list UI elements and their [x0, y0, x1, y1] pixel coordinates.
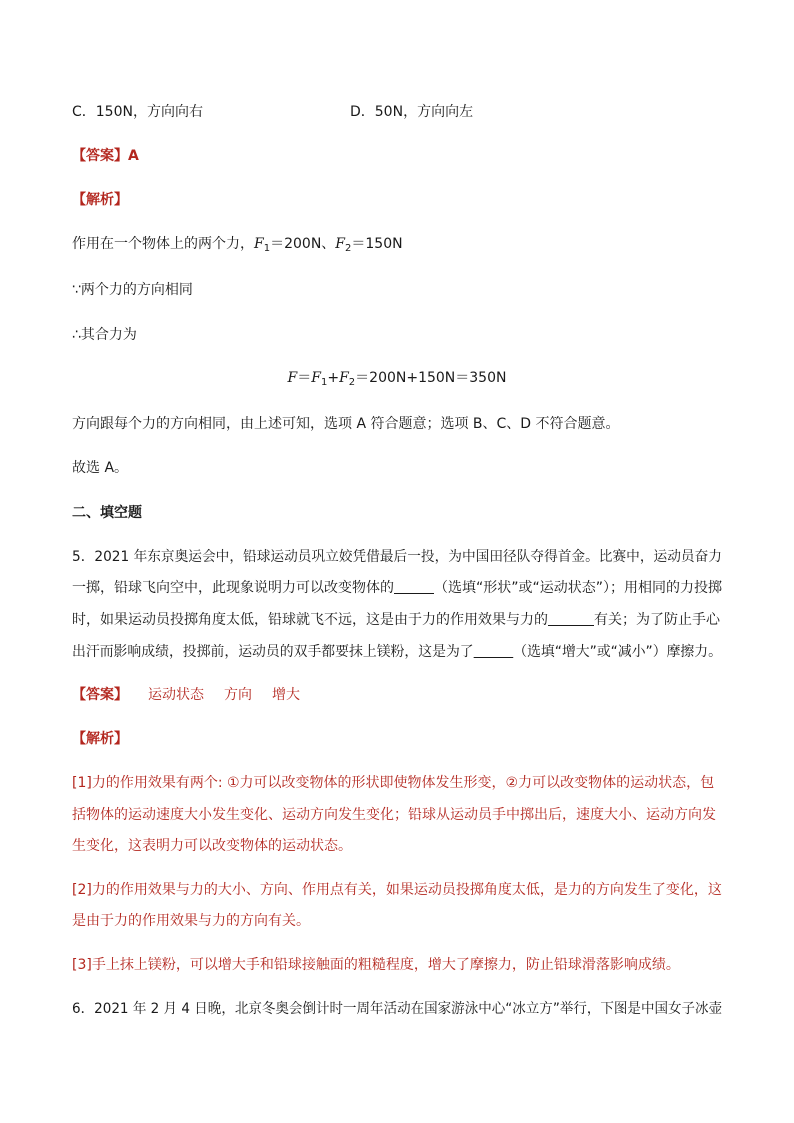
q5-answer-3: 增大: [272, 687, 300, 703]
resultant-formula: $F=F_1+F_2=200N+150N=350N$: [287, 370, 507, 388]
section-title: 二、填空题: [72, 505, 142, 521]
blank-1: [394, 579, 434, 594]
choice-line: 故选 A。: [72, 460, 129, 476]
q5-analysis-1-line-3: 生变化，这表明力可以改变物体的运动状态。: [72, 838, 352, 854]
force-text: 作用在一个物体上的两个力，: [72, 236, 254, 252]
q5-analysis-1-line-2: 括物体的运动速度大小发生变化、运动方向发生变化；铅球从运动员手中掷出后，速度大小、运动方向发: [72, 807, 716, 823]
force-line: 作用在一个物体上的两个力，$F_1=200N$、$F_2=150N$: [72, 236, 403, 254]
q5-analysis-2-line-2: 是由于力的作用效果与力的方向有关。: [72, 913, 310, 929]
force-eq1: ＝200N、: [270, 236, 336, 252]
option-c: C．150N，方向向右: [72, 104, 203, 120]
q5-answer-label: 【答案】: [72, 687, 128, 703]
answer-label: 【答案】: [72, 148, 128, 164]
q6-line-1: 6．2021 年 2 月 4 日晚，北京冬奥会倒计时一周年活动在国家游泳中心“冰立方”举行，下图是中国女子冰壶: [72, 1001, 723, 1017]
blank-3: [474, 643, 514, 658]
answer-value: A: [128, 148, 139, 164]
q5-line-1: 5．2021 年东京奥运会中，铅球运动员巩立姣凭借最后一投，为中国田径队夺得首金。比赛中，运动员奋力: [72, 549, 722, 565]
q5-analysis-label: 【解析】: [72, 731, 128, 747]
q5-line-2: 一掷，铅球飞向空中，此现象说明力可以改变物体的 （选填“形状”或“运动状态”）；用相同的力投掷: [72, 580, 723, 596]
q5-answer-line: [72, 685, 300, 705]
q5-analysis-3-line-1: [3]手上抹上镁粉，可以增大手和铅球接触面的粗糙程度，增大了摩擦力，防止铅球滑落影响成绩。: [72, 957, 680, 973]
q5-line-3: 时，如果运动员投掷角度太低，铅球就飞不远，这是由于力的作用效果与力的 有关；为了防止手心: [72, 612, 720, 628]
q5-answer-2: 方向: [224, 687, 252, 703]
therefore-line: ∴其合力为: [72, 327, 137, 343]
force-eq2: ＝150N: [351, 236, 403, 252]
because-line: ∵两个力的方向相同: [72, 282, 193, 298]
q5-analysis-1-line-1: [1]力的作用效果有两个: ①力可以改变物体的形状即使物体发生形变，②力可以改变物体的运动状态，包: [72, 775, 715, 791]
blank-2: [548, 611, 594, 626]
analysis-label: 【解析】: [72, 192, 128, 208]
option-d: D．50N，方向向左: [350, 104, 474, 120]
conclusion-line: 方向跟每个力的方向相同，由上述可知，选项 A 符合题意；选项 B、C、D 不符合题意。: [72, 416, 620, 432]
formula-rest: ＝200N+150N＝350N: [355, 370, 507, 386]
q5-line-4: 出汗而影响成绩，投掷前，运动员的双手都要抹上镁粉，这是为了 （选填“增大”或“减小”）摩擦力。: [72, 644, 722, 660]
q5-analysis-2-line-1: [2]力的作用效果与力的大小、方向、作用点有关，如果运动员投掷角度太低，是力的方向发生了变化，这: [72, 882, 722, 898]
q5-answer-1: 运动状态: [148, 687, 204, 703]
answer-line: [72, 146, 139, 166]
